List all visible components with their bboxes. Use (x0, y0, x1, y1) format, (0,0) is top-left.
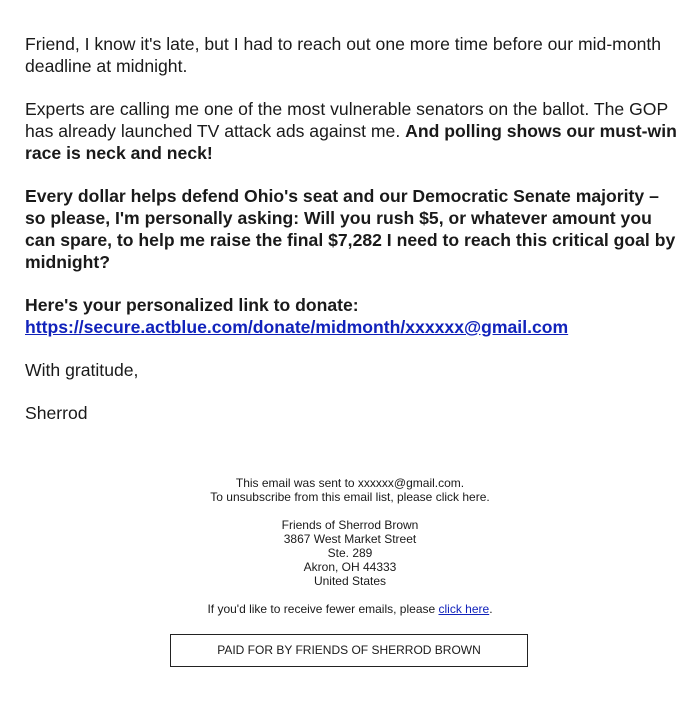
email-body (25, 33, 681, 445)
polling-text: And polling shows our must-win race is neck and neck! (25, 121, 677, 163)
fewer-emails-text: If you'd like to receive fewer emails, please (207, 602, 439, 616)
fewer-emails (0, 602, 700, 616)
address-country: United States (313, 574, 387, 588)
paid-for-disclaimer: PAID FOR BY FRIENDS OF SHERROD BROWN (170, 634, 528, 667)
vulnerable-paragraph (25, 98, 681, 164)
greeting-paragraph: Friend, I know it's late, but I had to reach out one more time before our mid-month deadline at midnight. (25, 34, 662, 76)
address-city: Akron, OH 44333 (303, 560, 397, 574)
address-street: 3867 West Market Street (283, 532, 417, 546)
fewer-emails-link[interactable]: click here (438, 602, 490, 616)
unsubscribe-text[interactable]: To unsubscribe from this email list, please click here. (210, 490, 490, 504)
address-suite: Ste. 289 (327, 546, 373, 560)
signature: Sherrod (25, 403, 88, 423)
closing-text: With gratitude, (25, 360, 139, 380)
email-footer (0, 476, 700, 616)
mailing-address (0, 518, 700, 588)
sent-to-text: This email was sent to xxxxxx@gmail.com. (235, 476, 465, 490)
fewer-emails-end: . (489, 602, 493, 616)
address-org: Friends of Sherrod Brown (281, 518, 419, 532)
ask-paragraph: Every dollar helps defend Ohio's seat and our Democratic Senate majority – so please, I'm personally asking: Will you rush $5, or whatever amount you can spare, to help me raise the final $7,282 I need to reach this critical goal by midnight? (25, 186, 676, 272)
donate-link[interactable]: https://secure.actblue.com/donate/midmonth/xxxxxx@gmail.com (25, 317, 569, 337)
vulnerable-text: Experts are calling me one of the most vulnerable senators on the ballot. The GOP has already launched TV attack ads against me. (25, 99, 668, 141)
donate-paragraph (25, 294, 681, 338)
donate-intro: Here's your personalized link to donate: (25, 295, 359, 315)
footer-notice (0, 476, 700, 504)
